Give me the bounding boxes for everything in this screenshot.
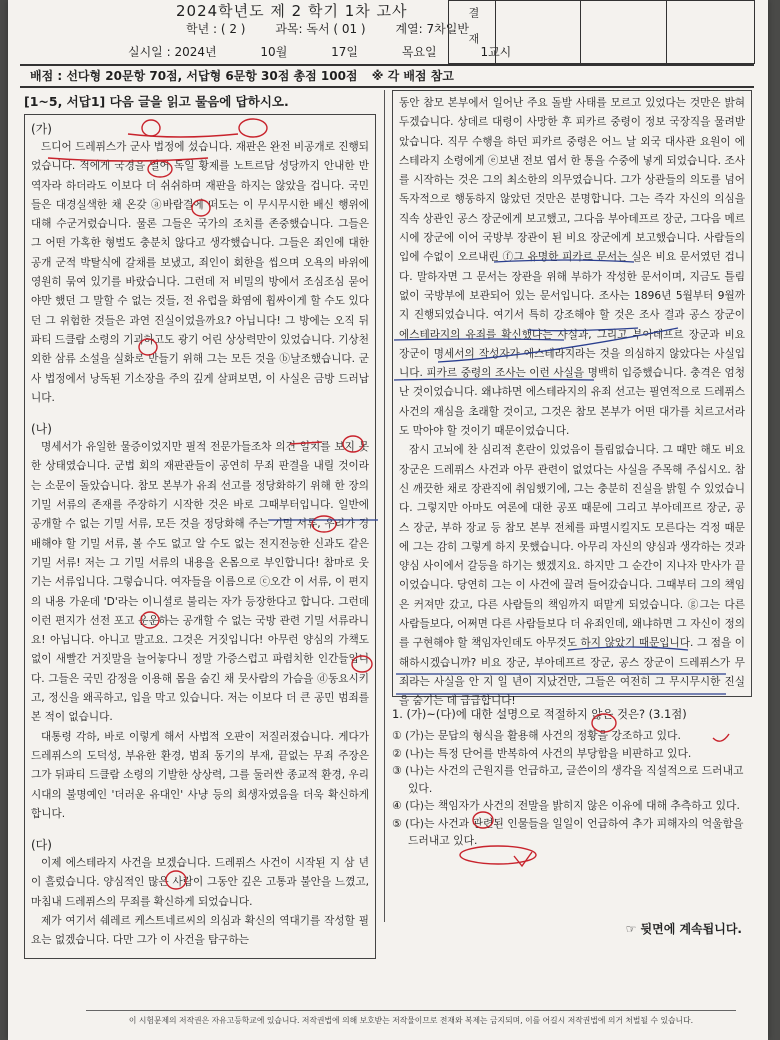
scoring-bar [20, 64, 754, 88]
right-column [392, 90, 752, 850]
exam-paper [8, 0, 768, 1040]
approval-box [448, 0, 496, 64]
question-1-stem: 1. (가)~(다)에 대한 설명으로 적절하지 않은 것은? (3.1점) [392, 707, 687, 721]
passage-da-text-1: 이제 에스테라지 사건을 보겠습니다. 드레퓌스 사건이 시작된 지 삼 년이 흘렀습니다. 양심적인 많은 사람이 그동안 깊은 고통과 불안을 느꼈고, 마침내 드레퓌스의 무죄를 확신하게 되었습니다. [31, 857, 369, 908]
approval-cells [494, 0, 755, 64]
choice-5: ⑤ (다)는 사건과 관련된 인물들을 일일이 언급하여 추가 피해자의 억울함을 드러내고 있다. [392, 816, 744, 847]
passage-ga-text: 드디어 드레퓌스가 군사 법정에 섰습니다. 재판은 완전 비공개로 진행되었습니다. 적에게 국경을 열어 독일 황제를 노트르담 성당까지 안내한 반역자라 하더라도 이보다 더 쉬쉬하며 재판을 하지는 않았을 겁니다. 국민들은 대경실색한 채 온갖 ⓐ바람결에 떠도는 이 무시무시한 배신 행위에 대해 수군거렸습니다. 물론 그들은 국가의 조치를 존중했습니다. 그들은 그 어떤 가혹한 형벌도 충분치 않다고 생각했습니다. 그들은 죄인에 대한 공개 군적 박탈식에 갈채를 보냈고, 죄인이 회한을 씹으며 오욕의 바위에 영원히 묶여 있기를 바랐습니다. 그런데 저 비밀의 방에서 조심조심 묻어야만 했던 그 말할 수 없는 것들, 전 유럽을 화염에 휩싸이게 할 수도 있다던 그 위험한 것들은 과연 진실이었을까요? 아닙니다! 그 방에는 오직 뒤파티 드클람 소령의 기괴하고도 광기 어린 상상력만이 있었습니다. 기상천외한 삼류 소설을 실화로 만들기 위해 그는 모든 것을 ⓑ날조했습니다. 군사 법정에서 낭독된 기소장을 주의 깊게 살펴보면, 이 사실은 금방 드러납니다. [31, 141, 369, 404]
scoring-text: 배점 : 선다형 20문항 70점, 서답형 6문항 30점 총점 100점 [30, 69, 358, 83]
passage-heading: [1~5, 서답1] 다음 글을 읽고 물음에 답하시오. [24, 94, 289, 109]
choice-3: ③ (나)는 사건의 근원지를 언급하고, 글쓴이의 생각을 직설적으로 드러내고 있다. [392, 764, 744, 795]
passage-da-text-3: 잠시 고뇌에 찬 심리적 혼란이 있었음이 틀림없습니다. 그 때만 해도 비요 장군은 드레퓌스 사건과 아무 관련이 없었다는 사실을 주목해 주십시오. 참신 깨끗한 채로 장관직에 취임했기에, 그는 충분히 진실을 밝힐 수 있었습니다. 그렇지만 아마도 여론에 대한 공포 때문에 그리고 부아데프르 장군, 공스 장군, 부하 장교 등 참모 본부 전체를 파멸시킬지도 모른다는 걱정 때문에 그는 감히 그렇게 하지 못했습니다. 아무리 자신의 양심과 생각하는 것과 양심 사이에서 갈등을 하기는 했겠지요. 하지만 그 순간이 지나자 만사가 끝이었습니다. 당연히 그는 이 사건에 끌려 들어갔습니다. 그때부터 그의 책임은 커져만 갔고, 다른 사람들의 책임까지 떠맡게 되었습니다. ⓖ그는 다른 사람들보다, 어쩌면 다른 사람들보다 더 유죄인데, 왜냐하면 그 자신이 정의를 구현해야 할 책임자인데도 아무것도 하지 않았기 때문입니다. 그 점을 이해하시겠습니까? 비요 장군, 부아데프르 장군, 공스 장군이 드레퓌스가 무죄라는 사실을 안 지 일 년이 지났건만, 그들은 여전히 그 무시무시한 진실을 숨기는 데 급급합니다! [399, 444, 745, 708]
period-label: 1교시 [480, 45, 512, 59]
track-label: 계열: 7차일반 [395, 22, 469, 36]
exam-header [8, 0, 768, 84]
section-da-label: (다) [31, 838, 52, 853]
choice-4: ④ (다)는 책임자가 사건의 전말을 밝히지 않은 이유에 대해 추측하고 있다. [392, 799, 740, 812]
section-ga-label: (가) [31, 122, 52, 136]
passage-box-left [24, 114, 376, 959]
subject-label: 과목: 독서 ( 01 ) [275, 22, 366, 36]
approval-label-2: 재 [467, 33, 480, 44]
choice-2: ② (나)는 특정 단어를 반복하여 사건의 부당함을 비판하고 있다. [392, 746, 692, 760]
choice-1: ① (가)는 문답의 형식을 활용해 사건의 정황을 강조하고 있다. [392, 729, 681, 742]
approval-label-1: 결 [467, 7, 480, 18]
date-label: 실시일 : 2024년 [128, 45, 217, 59]
left-column [24, 92, 376, 959]
passage-na-text-1: 명세서가 유일한 물증이었지만 필적 전문가들조차 의견 일치를 보지 못한 상태였습니다. 군법 회의 재판관들이 공연히 무죄 판결을 내릴 것이라는 소문이 돌았습니다. 참모 본부가 유죄 선고를 정당화하기 위해 한 장의 기밀 서류의 존재를 주장하기 시작한 것은 바로 그때부터입니다. 일반에 공개할 수 없는 기밀 서류, 모든 것을 정당화해 주는 기밀 서류, 우리가 경배해야 할 기밀 서류, 볼 수도 없고 알 수도 없는 전지전능한 신과도 같은 기밀 서류! 저는 그 기밀 서류의 내용을 온몸으로 부인합니다! 참마로 웃기는 서류입니다. 그렇습니다. 여자들을 이름으로 ⓒ오간 이 서류, 이 편지의 내용 가운데 'D'라는 이니셜로 불리는 자가 등장한다고 합니다. 그런데 이런 편지가 선전 포고 운운하는 공개할 수 없는 국방 관련 기밀 서류라니요! 아닙니다. 아니고 말고요. 그것은 거짓입니다! 아무런 양심의 가책도 없이 새빨간 거짓말을 늘어놓다니 정말 가증스럽고 파렴치한 인간들입니다. 그들은 국민 감정을 이용해 몸을 숨긴 채 뭇사람의 가슴을 ⓓ동요시키고, 정신을 왜곡하고, 입을 막고 있습니다. 저는 이보다 더 큰 공민 범죄를 본 적이 없습니다. [31, 441, 369, 724]
section-na-label: (나) [31, 422, 52, 437]
passage-box-right [392, 90, 752, 708]
column-divider [384, 90, 385, 922]
weekday-label: 목요일 [401, 45, 437, 59]
continued-notice: ☞ 뒷면에 계속됩니다. [625, 922, 742, 936]
day-label: 17일 [331, 45, 358, 59]
passage-na-text-2: 대통령 각하, 바로 이렇게 해서 사법적 오판이 저질러졌습니다. 게다가 드레퓌스의 도덕성, 부유한 환경, 범죄 동기의 부재, 끝없는 무죄 주장은 그가 뒤파티 드클람 소령의 기발한 상상력, 그를 둘러싼 종교적 환경, 우리 시대의 불명예인 '더러운 유대인' 사냥 등의 희생자였음을 더욱 확신하게 합니다. [31, 730, 369, 820]
grade-label: 학년 : ( 2 ) [186, 22, 246, 36]
exam-title: 2024학년도 제 2 학기 1차 고사 [176, 2, 408, 20]
month-label: 10월 [260, 45, 288, 59]
passage-da-text-2-cont: 동안 참모 본부에서 일어난 주요 돌발 사태를 모르고 있었다는 것만은 밝혀 두겠습니다. 상데르 대령이 사망한 후 피카르 중령이 정보 국장직을 물려받았습니다. 직무 수행을 하던 피카르 중령은 어느 날 외국 대사관 요원이 에스테라지 소령에게 ⓔ보낸 전보 엽서 한 통을 수중에 넣게 되었습니다. 조사를 시작하는 것은 그의 최소한의 의무였습니다. 그가 상관들의 의도를 넘어 독자적으로 행동하지 않았던 것만은 분명합니다. 그는 즉각 자신의 의심을 직속 상관인 공스 장군에게 보고했고, 그다음 부아데프르 장군, 그다음 메르시에 장군에 이어 국방부 장관이 된 비요 장군에게 보고했습니다. 사람들의 입에 수없이 오르내린 ⓕ그 유명한 피카르 문서는 실은 비요 문서였던 겁니다. 말하자면 그 문서는 장관을 위해 부하가 작성한 문서이며, 지금도 틀림없이 국방부에 보관되어 있는 문서입니다. 조사는 1896년 5월부터 9월까지 진행되었습니다. 여기서 특히 강조해야 할 것은 조사 결과 공스 장군이 에스테라지의 유죄를 확신했다는 사실과, 그리고 부아데프르 장군과 비요 장군이 명세서의 작성자가 에스테라지라는 것을 의심하지 않았다는 사실입니다. 피카르 중령의 조사는 이런 사실을 명백히 입증했습니다. 충격은 엄청난 것이었습니다. 왜냐하면 에스테라지의 유죄 선고는 필연적으로 드레퓌스 사건의 재심을 초래할 것이고, 그것은 참모 본부가 어떤 대가를 치르고서라도 막아야 할 것이기 때문이었습니다. [399, 97, 745, 438]
scoring-note: ※ 각 배점 참고 [371, 69, 454, 83]
copyright-footer: 이 시험문제의 저작권은 자유고등학교에 있습니다. 저작권법에 의해 보호받는 저작물이므로 전재와 복제는 금지되며, 이를 어길시 저작권법에 의거 처벌될 수 있습니다. [86, 1010, 736, 1031]
question-1-choices [392, 727, 752, 850]
passage-da-text-2: 제가 여기서 쉐레르 케스트네르씨의 의심과 확신의 역대기를 작성할 필요는 없겠습니다. 다만 그가 이 사건을 탐구하는 [31, 914, 369, 947]
